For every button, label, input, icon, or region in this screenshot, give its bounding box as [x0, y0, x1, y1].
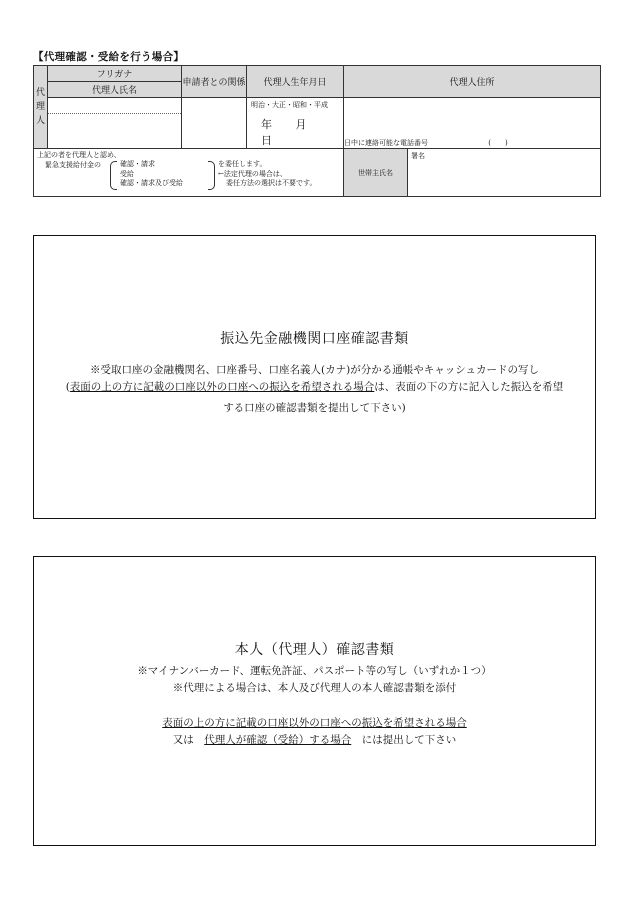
agent-info-table — [33, 65, 601, 197]
relation-field[interactable] — [182, 98, 247, 149]
signature-field[interactable] — [408, 149, 601, 197]
bank-docs-title: 振込先金融機関口座確認書類 — [220, 331, 409, 347]
identity-docs-line2: ※代理による場合は、本人及び代理人の本人確認書類を添付 — [172, 682, 457, 694]
delegation-consent: 上記の者を代理人と認め、 緊急支援給付金の 確認・請求 受給 確認・請求及び受給 を委任します。 ←法定代理の場合は、 委任方法の選択は不要です。 — [34, 149, 344, 197]
bank-docs-line3: する口座の確認書類を提出して下さい) — [223, 402, 406, 414]
agent-side-label: 代 理 人 — [34, 66, 48, 149]
identity-docs-line3: 表面の上の方に記載の口座以外の口座への振込を希望される場合 — [162, 717, 467, 729]
daytime-phone-label: 日中に連絡可能な電話番号 — [344, 139, 428, 147]
furigana-input-line[interactable] — [48, 98, 181, 114]
furigana-header: フリガナ — [48, 66, 182, 82]
identity-docs-box — [33, 556, 596, 846]
address-header: 代理人住所 — [344, 66, 601, 98]
bank-account-docs-box — [33, 235, 596, 519]
agent-name-field[interactable] — [48, 98, 182, 149]
delegation-options[interactable]: 確認・請求 受給 確認・請求及び受給 — [120, 160, 183, 187]
household-head-label: 世帯主氏名 — [344, 149, 408, 197]
phone-paren: ( ) — [488, 139, 508, 147]
identity-docs-line4: 又は 代理人が確認（受給）する場合 には提出して下さい — [172, 734, 457, 746]
era-options: 明治・大正・昭和・平成 — [251, 101, 328, 109]
agent-name-header: 代理人氏名 — [48, 82, 182, 98]
birthdate-header: 代理人生年月日 — [247, 66, 344, 98]
identity-docs-title: 本人（代理人）確認書類 — [234, 642, 395, 658]
address-field[interactable] — [344, 98, 601, 149]
bank-docs-line2: (表面の上の方に記載の口座以外の口座への振込を希望される場合は、表面の下の方に記入した振込を希望 — [65, 381, 564, 393]
birthdate-ymd: 年 月 日 — [261, 118, 307, 147]
section-title: 【代理確認・受給を行う場合】 — [33, 51, 185, 63]
bank-docs-line1: ※受取口座の金融機関名、口座番号、口座名義人(カナ)が分かる通帳やキャッシュカードの写し — [90, 364, 539, 376]
birthdate-field[interactable] — [247, 98, 344, 149]
identity-docs-line1: ※マイナンバーカード、運転免許証、パスポート等の写し（いずれか１つ） — [137, 665, 492, 677]
signature-label: 署名 — [411, 152, 425, 160]
relation-header: 申請者との関係 — [182, 66, 247, 98]
